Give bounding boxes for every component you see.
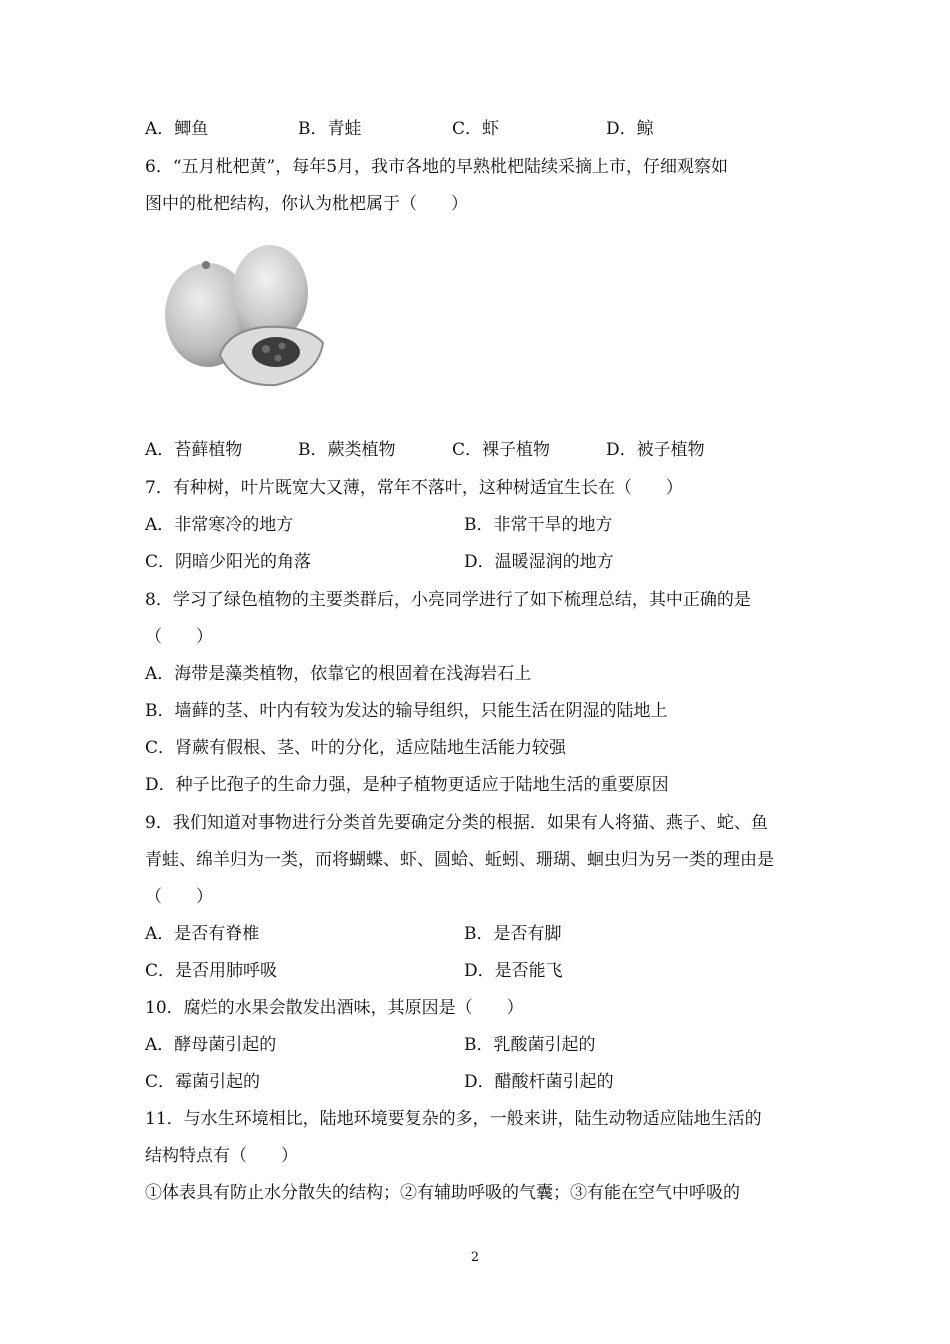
q5-option-b: B．青蛙 [298,119,362,139]
q7-stem: 7．有种树，叶片既宽大又薄，常年不落叶，这种树适宜生长在（ ） [145,478,683,498]
q10-option-c: C．霉菌引起的 [145,1072,261,1092]
q9-stem-line-2: 青蛙、绵羊归为一类，而将蝴蝶、虾、圆蛤、蚯蚓、珊瑚、蛔虫归为另一类的理由是 [145,850,774,870]
q6-stem-line-2: 图中的枇杷结构，你认为枇杷属于（ ） [145,194,468,214]
q10-option-b: B．乳酸菌引起的 [464,1035,596,1055]
q5-option-c: C．虾 [452,119,500,139]
q9-option-a: A．是否有脊椎 [145,924,260,944]
q8-option-a: A．海带是藻类植物，依靠它的根固着在浅海岩石上 [145,664,532,684]
q9-option-b: B．是否有脚 [464,924,562,944]
q10-option-d: D．醋酸杆菌引起的 [464,1072,614,1092]
loquat-figure [158,235,338,395]
q6-option-a: A．苔藓植物 [145,440,243,460]
q8-stem-line-2: （ ） [145,627,213,647]
q7-option-a: A．非常寒冷的地方 [145,515,294,535]
q8-stem-line-1: 8．学习了绿色植物的主要类群后，小亮同学进行了如下梳理总结，其中正确的是 [145,590,751,610]
page-number: 2 [470,1250,480,1265]
q6-option-c: C．裸子植物 [452,440,551,460]
q9-stem-line-1: 9．我们知道对事物进行分类首先要确定分类的根据．如果有人将猫、燕子、蛇、鱼 [145,813,768,833]
q5-option-d: D．鲸 [606,119,654,139]
q5-option-a: A．鲫鱼 [145,119,209,139]
q7-option-c: C．阴暗少阳光的角落 [145,552,312,572]
q7-option-d: D．温暖湿润的地方 [464,552,614,572]
q8-option-d: D．种子比孢子的生命力强，是种子植物更适应于陆地生活的重要原因 [145,775,669,795]
q7-option-b: B．非常干旱的地方 [464,515,613,535]
q11-stem-line-2: 结构特点有（ ） [145,1146,298,1166]
q10-stem: 10．腐烂的水果会散发出酒味，其原因是（ ） [145,998,524,1018]
q6-option-d: D．被子植物 [606,440,705,460]
q8-option-c: C．肾蕨有假根、茎、叶的分化，适应陆地生活能力较强 [145,738,567,758]
q9-option-c: C．是否用肺呼吸 [145,961,278,981]
q9-stem-line-3: （ ） [145,887,213,907]
loquat-seeds [252,337,300,367]
q6-stem-line-1: 6．“五月枇杷黄”，每年5月，我市各地的早熟枇杷陆续采摘上市，仔细观察如 [145,157,729,177]
q10-option-a: A．酵母菌引起的 [145,1035,277,1055]
q6-option-b: B．蕨类植物 [298,440,396,460]
q11-stem-line-3: ①体表具有防止水分散失的结构；②有辅助呼吸的气囊；③有能在空气中呼吸的 [145,1183,740,1203]
q11-stem-line-1: 11．与水生环境相比，陆地环境要复杂的多，一般来讲，陆生动物适应陆地生活的 [145,1109,762,1129]
q9-option-d: D．是否能飞 [464,961,563,981]
q8-option-b: B．墙藓的茎、叶内有较为发达的输导组织，只能生活在阴湿的陆地上 [145,701,668,721]
